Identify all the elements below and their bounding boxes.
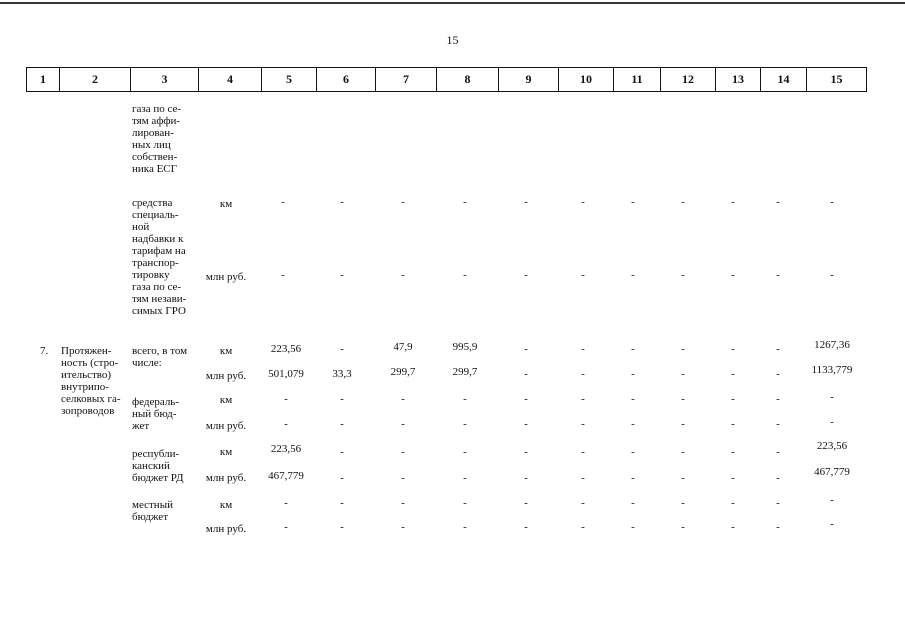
federal-rub-c8: - — [463, 418, 467, 430]
federal-km-c11: - — [631, 393, 635, 405]
special-km-c8: - — [463, 196, 467, 208]
page-number: 15 — [446, 33, 459, 47]
local-km-c9: - — [524, 497, 528, 509]
local-rub-c9: - — [524, 521, 528, 533]
local-rub-unit: млн руб. — [205, 523, 247, 535]
federal-rub-c7: - — [401, 418, 405, 430]
col-header-2: 2 — [60, 68, 131, 92]
republic-rub-c10: - — [581, 472, 585, 484]
col-header-8: 8 — [437, 68, 499, 92]
total-km-c5: 223,56 — [270, 343, 302, 355]
special-rub-c6: - — [340, 269, 344, 281]
local-km-c13: - — [731, 497, 735, 509]
col-header-7: 7 — [376, 68, 437, 92]
special-rub-c11: - — [631, 269, 635, 281]
col-header-15: 15 — [807, 68, 867, 92]
republic-km-c9: - — [524, 446, 528, 458]
federal-rub-c5: - — [284, 418, 288, 430]
local-km-c11: - — [631, 497, 635, 509]
federal-rub-c10: - — [581, 418, 585, 430]
federal-km-c7: - — [401, 393, 405, 405]
federal-rub-c13: - — [731, 418, 735, 430]
local-rub-c5: - — [284, 521, 288, 533]
republic-label: республи- канский бюджет РД — [132, 448, 184, 484]
special-km-c15: - — [830, 196, 834, 208]
total-rub-c5: 501,079 — [268, 368, 304, 380]
republic-km-c7: - — [401, 446, 405, 458]
local-km-c5: - — [284, 497, 288, 509]
total-km-c11: - — [631, 343, 635, 355]
total-rub-c12: - — [681, 368, 685, 380]
federal-rub-c9: - — [524, 418, 528, 430]
federal-km-c15: - — [830, 391, 834, 403]
special-rub-c5: - — [281, 269, 285, 281]
local-km-c7: - — [401, 497, 405, 509]
special-rub-unit: млн руб. — [205, 271, 247, 283]
local-rub-c10: - — [581, 521, 585, 533]
special-rub-c14: - — [776, 269, 780, 281]
special-rub-c13: - — [731, 269, 735, 281]
republic-km-c11: - — [631, 446, 635, 458]
local-km-c15: - — [830, 494, 834, 506]
total-km-c6: - — [340, 343, 344, 355]
local-rub-c7: - — [401, 521, 405, 533]
federal-rub-c11: - — [631, 418, 635, 430]
federal-rub-c6: - — [340, 418, 344, 430]
special-km-c14: - — [776, 196, 780, 208]
total-rub-c6: 33,3 — [332, 368, 352, 380]
col-header-12: 12 — [661, 68, 716, 92]
total-rub-unit: млн руб. — [205, 370, 247, 382]
federal-rub-unit: млн руб. — [205, 420, 247, 432]
republic-km-c14: - — [776, 446, 780, 458]
federal-km-c6: - — [340, 393, 344, 405]
federal-label: федераль- ный бюд- жет — [132, 396, 179, 432]
republic-km-c12: - — [681, 446, 685, 458]
total-km-c12: - — [681, 343, 685, 355]
special-rub-c8: - — [463, 269, 467, 281]
federal-rub-c15: - — [830, 416, 834, 428]
republic-rub-c11: - — [631, 472, 635, 484]
local-label: местный бюджет — [132, 499, 173, 523]
special-km-c10: - — [581, 196, 585, 208]
special-km-c11: - — [631, 196, 635, 208]
local-rub-c8: - — [463, 521, 467, 533]
total-km-c13: - — [731, 343, 735, 355]
special-km-c12: - — [681, 196, 685, 208]
col-header-6: 6 — [317, 68, 376, 92]
special-km-c9: - — [524, 196, 528, 208]
local-rub-c14: - — [776, 521, 780, 533]
local-rub-c15: - — [830, 518, 834, 530]
republic-km-c13: - — [731, 446, 735, 458]
federal-km-c14: - — [776, 393, 780, 405]
republic-rub-c7: - — [401, 472, 405, 484]
total-km-c7: 47,9 — [393, 341, 413, 353]
col-header-13: 13 — [716, 68, 761, 92]
item7-number: 7. — [40, 345, 49, 357]
local-rub-c6: - — [340, 521, 344, 533]
local-km-c12: - — [681, 497, 685, 509]
total-rub-c14: - — [776, 368, 780, 380]
total-rub-c7: 299,7 — [390, 366, 416, 378]
local-rub-c12: - — [681, 521, 685, 533]
special-rub-c15: - — [830, 269, 834, 281]
republic-rub-c9: - — [524, 472, 528, 484]
federal-km-c9: - — [524, 393, 528, 405]
total-rub-c13: - — [731, 368, 735, 380]
republic-rub-c5: 467,779 — [268, 470, 304, 482]
republic-rub-c15: 467,779 — [814, 466, 850, 478]
total-rub-c11: - — [631, 368, 635, 380]
special-km-c6: - — [340, 196, 344, 208]
local-km-c6: - — [340, 497, 344, 509]
republic-km-c5: 223,56 — [270, 443, 302, 455]
col-header-3: 3 — [131, 68, 199, 92]
republic-km-c15: 223,56 — [816, 440, 848, 452]
col-header-4: 4 — [199, 68, 262, 92]
federal-km-c8: - — [463, 393, 467, 405]
total-km-c9: - — [524, 343, 528, 355]
local-km-c14: - — [776, 497, 780, 509]
special-rub-c7: - — [401, 269, 405, 281]
federal-rub-c14: - — [776, 418, 780, 430]
total-rub-c9: - — [524, 368, 528, 380]
local-rub-c13: - — [731, 521, 735, 533]
federal-km-c10: - — [581, 393, 585, 405]
col-header-1: 1 — [27, 68, 60, 92]
local-km-c8: - — [463, 497, 467, 509]
federal-km-c5: - — [284, 393, 288, 405]
total-km-unit: км — [219, 345, 233, 357]
total-km-c10: - — [581, 343, 585, 355]
republic-km-c10: - — [581, 446, 585, 458]
top-rule — [0, 2, 905, 4]
republic-rub-c12: - — [681, 472, 685, 484]
republic-km-unit: км — [219, 446, 233, 458]
total-rub-c8: 299,7 — [452, 366, 478, 378]
special-rub-c10: - — [581, 269, 585, 281]
special-km-c7: - — [401, 196, 405, 208]
federal-km-c13: - — [731, 393, 735, 405]
special-rub-c12: - — [681, 269, 685, 281]
special-km-unit: км — [219, 198, 233, 210]
republic-rub-c8: - — [463, 472, 467, 484]
total-rub-c10: - — [581, 368, 585, 380]
total-km-c8: 995,9 — [452, 341, 478, 353]
republic-rub-c14: - — [776, 472, 780, 484]
federal-km-c12: - — [681, 393, 685, 405]
republic-rub-c6: - — [340, 472, 344, 484]
total-km-c14: - — [776, 343, 780, 355]
special-km-c5: - — [281, 196, 285, 208]
special-km-c13: - — [731, 196, 735, 208]
republic-km-c8: - — [463, 446, 467, 458]
col-header-9: 9 — [499, 68, 559, 92]
local-km-c10: - — [581, 497, 585, 509]
federal-km-unit: км — [219, 394, 233, 406]
federal-rub-c12: - — [681, 418, 685, 430]
special-rub-c9: - — [524, 269, 528, 281]
item7-title: Протяжен- ность (стро- ительство) внутрипо- селковых га- зопроводов — [61, 345, 121, 417]
item7-total-label: всего, в том числе: — [132, 345, 188, 369]
total-km-c15: 1267,36 — [814, 339, 850, 351]
col-header-10: 10 — [559, 68, 614, 92]
republic-rub-c13: - — [731, 472, 735, 484]
col-header-11: 11 — [614, 68, 661, 92]
column-header-row — [26, 67, 867, 92]
col-header-5: 5 — [262, 68, 317, 92]
continued-label: газа по се- тям аффи- лирован- ных лиц собствен- ника ЕСГ — [132, 103, 182, 175]
republic-rub-unit: млн руб. — [205, 472, 247, 484]
local-km-unit: км — [219, 499, 233, 511]
special-surcharge-label: средства специаль- ной надбавки к тарифам на транспор- тировку газа по се- тям незави- симых ГРО — [132, 197, 187, 317]
republic-km-c6: - — [340, 446, 344, 458]
local-rub-c11: - — [631, 521, 635, 533]
total-rub-c15: 1133,779 — [811, 364, 853, 376]
col-header-14: 14 — [761, 68, 807, 92]
